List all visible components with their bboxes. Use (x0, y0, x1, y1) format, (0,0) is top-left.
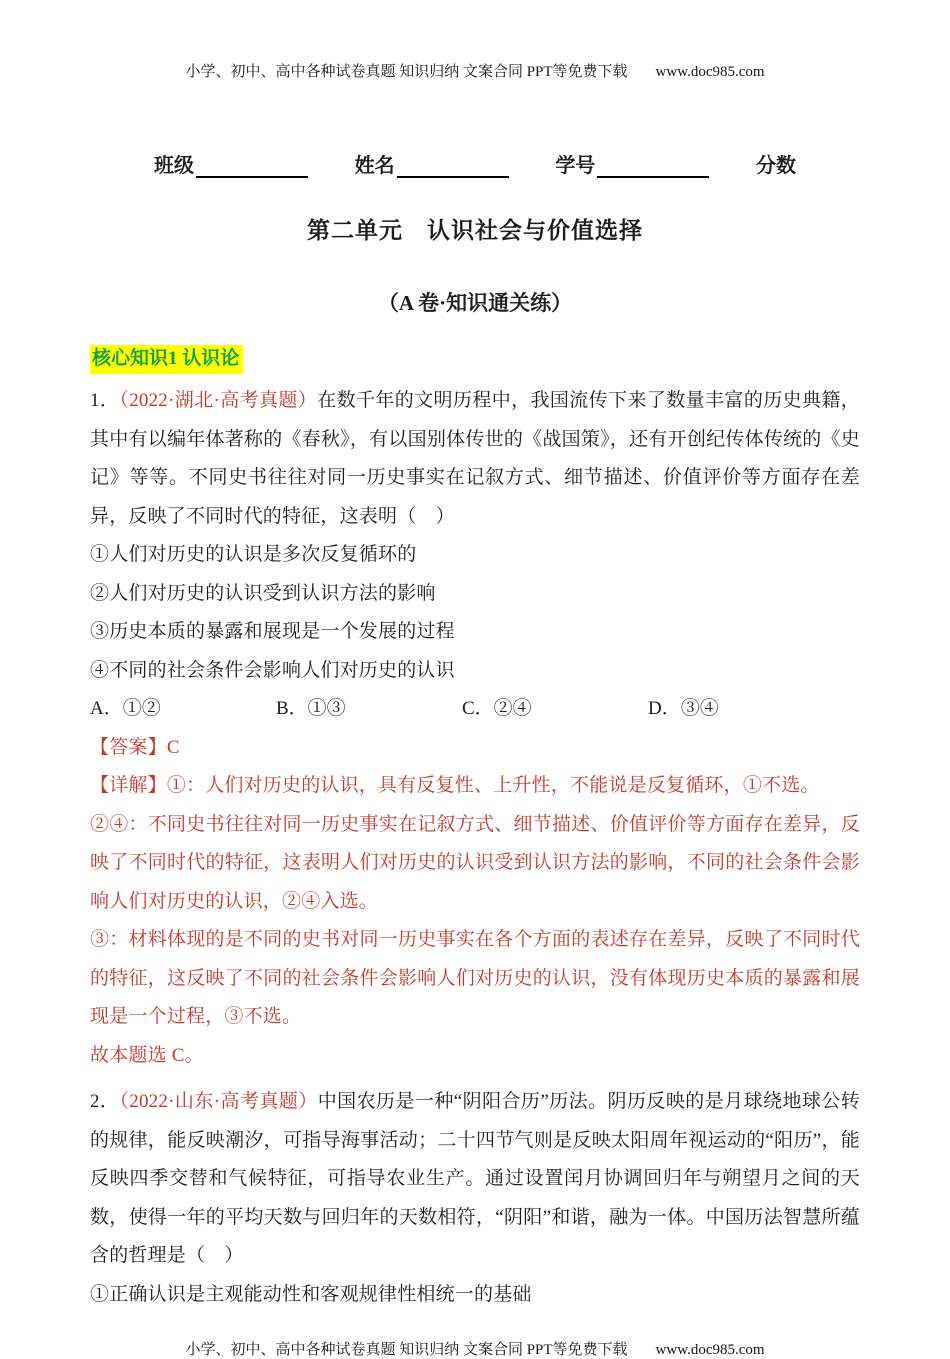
score-label: 分数 (755, 155, 796, 177)
student-id-field (555, 149, 709, 178)
question-1-answer-line (90, 729, 860, 768)
score-field (756, 149, 796, 178)
class-field (154, 149, 308, 178)
question-1-item-3: ③历史本质的暴露和展现是一个发展的过程 (90, 621, 455, 642)
question-2-number: 2． (90, 1091, 120, 1112)
question-1-block (90, 382, 860, 1075)
footer-promo-text: 小学、初中、高中各种试卷真题 知识归纳 文案合同 PPT等免费下载 (185, 1342, 628, 1358)
choice-d: D．③④ (648, 698, 719, 719)
question-2-item-1: ①正确认识是主观能动性和客观规律性相统一的基础 (90, 1283, 532, 1305)
student-id-label: 学号 (555, 155, 596, 177)
name-field (355, 149, 509, 178)
question-1-item-4: ④不同的社会条件会影响人们对历史的认识 (90, 659, 455, 681)
document-subtitle: （A 卷·知识通关练） (377, 291, 573, 315)
student-id-blank-line (597, 155, 709, 178)
footer-site-url: www.doc985.com (655, 1342, 765, 1358)
header-site-url: www.doc985.com (655, 64, 765, 80)
student-info-line (90, 149, 860, 178)
section-badge-row (90, 317, 860, 374)
question-2-block (90, 1083, 860, 1314)
header-promo-text: 小学、初中、高中各种试卷真题 知识归纳 文案合同 PPT等免费下载 (185, 64, 628, 80)
answer-label: 【答案】 (90, 736, 167, 758)
question-1-item-2: ②人们对历史的认识受到认识方法的影响 (90, 582, 436, 604)
question-2-source: （2022·山东·高考真题） (119, 1091, 318, 1112)
question-1-analysis-2: ②④：不同史书往往对同一历史事实在记叙方式、细节描述、价值评价等方面存在差异，反映了不同时代的特征，这表明人们对历史的认识受到认识方法的影响，不同的社会条件会影响人们对历史的认识，②④入选。 (90, 813, 860, 912)
page-header (90, 60, 860, 81)
question-1-choices (90, 690, 860, 729)
name-label: 姓名 (354, 155, 395, 177)
question-1-item-1: ①人们对历史的认识是多次反复循环的 (90, 544, 417, 565)
class-blank-line (196, 155, 308, 178)
question-1-analysis-conclusion: 故本题选 C。 (90, 1044, 204, 1066)
question-1-stem (90, 382, 860, 536)
document-title: 第二单元 认识社会与价值选择 (307, 218, 643, 243)
answer-value: C (166, 736, 180, 758)
class-label: 班级 (154, 155, 194, 177)
question-1-analysis-1 (90, 767, 860, 806)
choice-b: B．①③ (276, 698, 346, 719)
question-1-stem-text: 在数千年的文明历程中，我国流传下来了数量丰富的历史典籍，其中有以编年体著称的《春秋》，有以国别体传世的《战国策》，还有开创纪传体传统的《史记》等等。不同史书往往对同一历史事实在记叙方式、细节描述、价值评价等方面存在差异，反映了不同时代的特征，这表明（ ） (90, 390, 860, 527)
section-badge: 核心知识1 认识论 (90, 345, 243, 374)
question-2-stem-text: 中国农历是一种“阴阳合历”历法。阴历反映的是月球绕地球公转的规律，能反映潮汐，可指导海事活动；二十四节气则是反映太阳周年视运动的“阳历”，能反映四季交替和气候特征，可指导农业生产。通过设置闰月协调回归年与朔望月之间的天数，使得一年的平均天数与回归年的天数相符，“阴阳”和谐，融为一体。中国历法智慧所蕴含的哲理是（ ） (90, 1091, 860, 1266)
choice-a: A．①② (90, 698, 161, 719)
question-1-source: （2022·湖北·高考真题） (119, 390, 318, 411)
page-footer (90, 1338, 860, 1359)
question-2-stem (90, 1083, 860, 1276)
analysis-label: 【详解】 (90, 775, 167, 796)
choice-c: C．②④ (462, 698, 532, 719)
analysis-text-1: ①：人们对历史的认识，具有反复性、上升性，不能说是反复循环，①不选。 (166, 775, 820, 796)
question-1-analysis-3: ③：材料体现的是不同的史书对同一历史事实在各个方面的表述存在差异，反映了不同时代的特征，这反映了不同的社会条件会影响人们对历史的认识，没有体现历史本质的暴露和展现是一个过程，③不选。 (90, 929, 860, 1027)
question-1-number: 1． (90, 390, 120, 411)
name-blank-line (397, 155, 509, 178)
